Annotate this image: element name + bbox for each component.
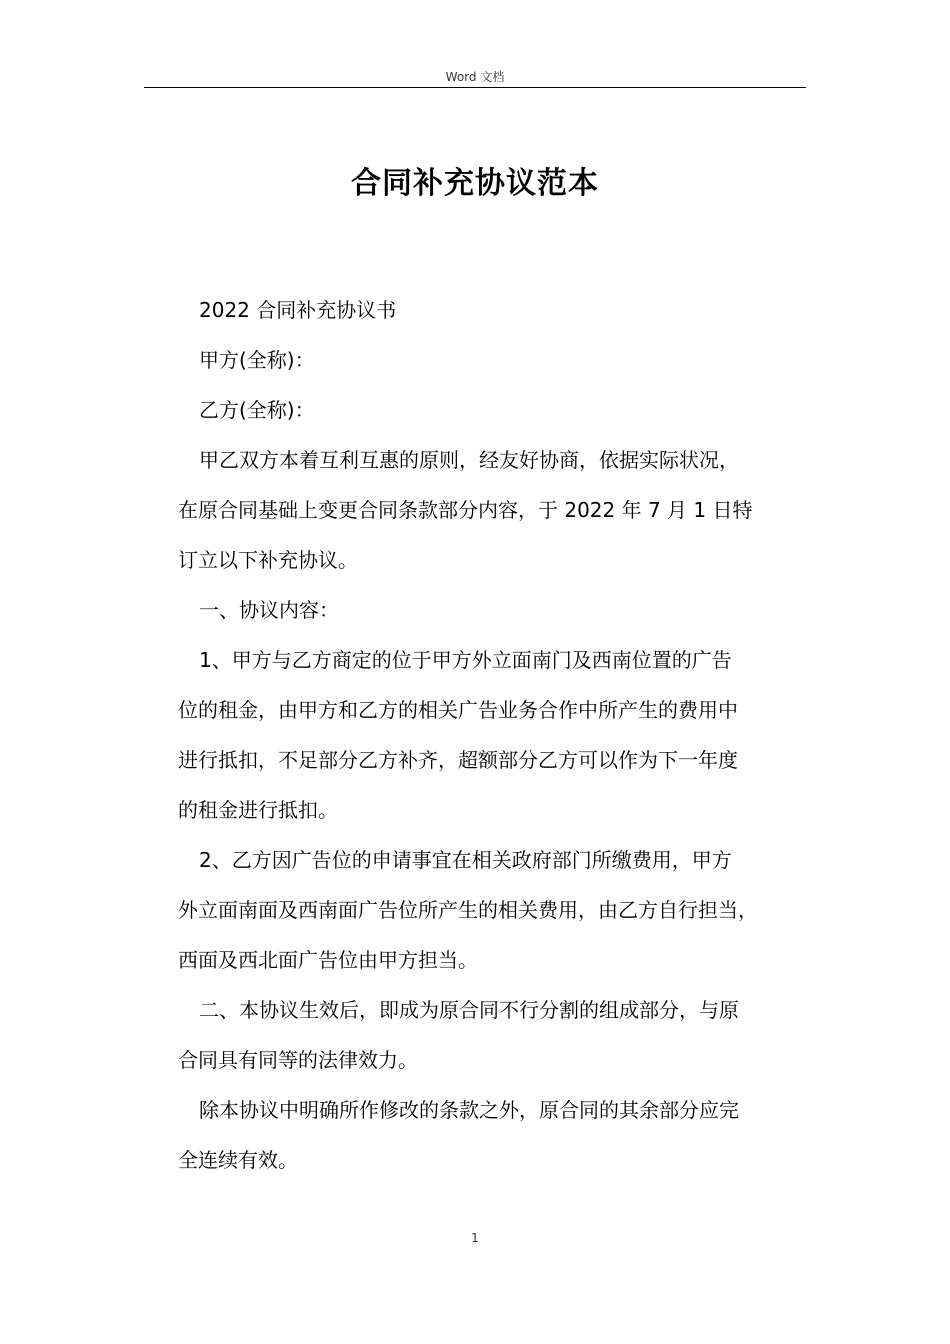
paragraph	[178, 635, 818, 835]
text-line: 进行抵扣，不足部分乙方补齐，超额部分乙方可以作为下一年度	[178, 748, 738, 772]
text-line: 2、乙方因广告位的申请事宜在相关政府部门所缴费用，甲方	[199, 848, 732, 872]
page-header: Word 文档	[445, 70, 505, 84]
paragraph	[178, 335, 818, 385]
text-line: 的租金进行抵扣。	[178, 798, 338, 822]
text-line: 1、甲方与乙方商定的位于甲方外立面南门及西南位置的广告	[199, 648, 732, 672]
text-line: 全连续有效。	[178, 1148, 298, 1172]
text-line: 甲乙双方本着互利互惠的原则，经友好协商，依据实际状况，	[199, 448, 739, 472]
paragraph	[178, 835, 818, 985]
paragraph	[178, 1085, 818, 1185]
document-body	[178, 285, 818, 1185]
document-title: 合同补充协议范本	[351, 166, 599, 201]
header-divider	[144, 87, 806, 88]
text-line: 西面及西北面广告位由甲方担当。	[178, 948, 478, 972]
paragraph	[178, 585, 818, 635]
text-line: 乙方(全称)：	[199, 398, 315, 422]
paragraph	[178, 285, 818, 335]
text-line: 位的租金，由甲方和乙方的相关广告业务合作中所产生的费用中	[178, 698, 738, 722]
page-number: 1	[471, 1231, 479, 1245]
paragraph	[178, 385, 818, 435]
text-line: 在原合同基础上变更合同条款部分内容，于 2022 年 7 月 1 日特	[178, 498, 753, 522]
text-line: 外立面南面及西南面广告位所产生的相关费用，由乙方自行担当，	[178, 898, 758, 922]
paragraph	[178, 985, 818, 1085]
text-line: 一、协议内容：	[199, 598, 339, 622]
text-line: 合同具有同等的法律效力。	[178, 1048, 418, 1072]
text-line: 甲方(全称)：	[199, 348, 315, 372]
text-line: 除本协议中明确所作修改的条款之外，原合同的其余部分应完	[199, 1098, 739, 1122]
text-line: 2022 合同补充协议书	[199, 298, 397, 322]
text-line: 二、本协议生效后，即成为原合同不行分割的组成部分，与原	[199, 998, 739, 1022]
text-line: 订立以下补充协议。	[178, 548, 358, 572]
paragraph	[178, 435, 818, 585]
